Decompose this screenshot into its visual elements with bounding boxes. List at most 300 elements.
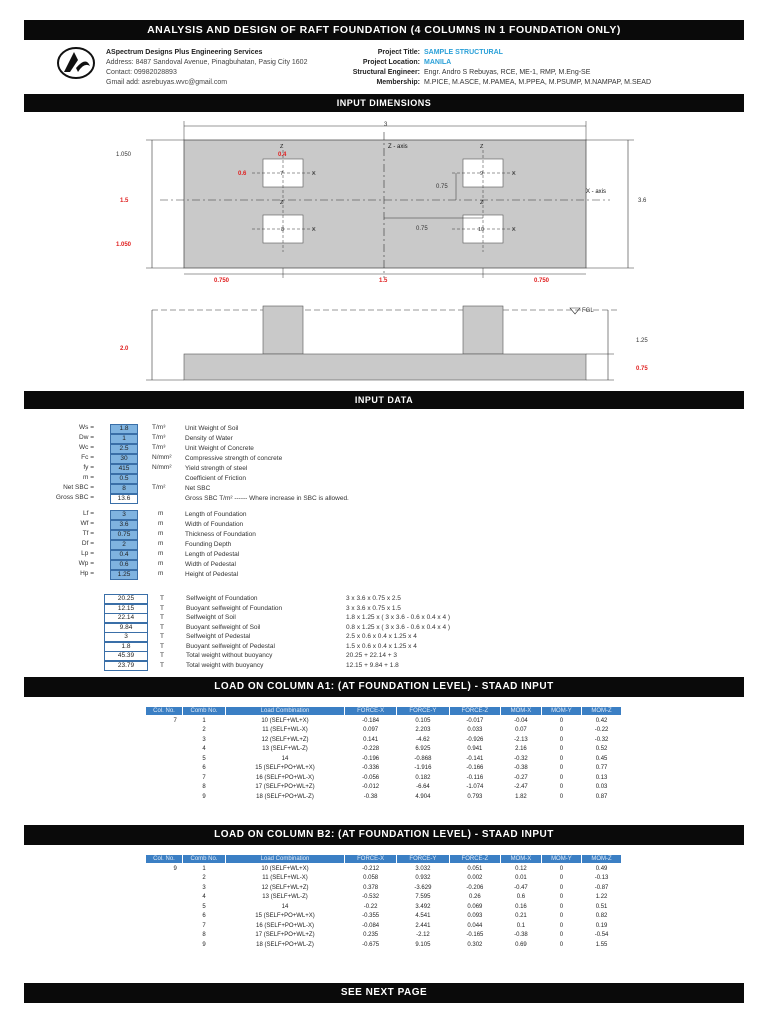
table-cell: 0.13 (595, 774, 608, 781)
table-cell: -3.629 (414, 884, 432, 891)
table-cell: -0.54 (594, 932, 609, 939)
table-row (146, 912, 622, 922)
plan-left-top: 1.050 (116, 152, 132, 158)
table-cell: 6 (202, 765, 206, 772)
bottom-left-dim: 0.750 (214, 278, 230, 284)
param-unit: m (158, 530, 164, 537)
weight-calc: 3 x 3.6 x 0.75 x 1.5 (346, 604, 401, 612)
table-cell: -0.22 (594, 727, 609, 734)
mom-z-header: MOM-Z (582, 855, 622, 864)
table-cell: -1.074 (466, 784, 484, 791)
param-value[interactable]: 2.5 (110, 444, 138, 454)
table-cell: 6.925 (415, 746, 431, 753)
page-title: ANALYSIS AND DESIGN OF RAFT FOUNDATION (4 COLUMNS IN 1 FOUNDATION ONLY) (24, 20, 744, 40)
table-cell: 3.032 (415, 865, 431, 872)
table-row (146, 726, 622, 736)
weight-unit: T (160, 633, 164, 640)
table-cell: 0 (559, 884, 564, 891)
z-axis-label: Z - axis (388, 144, 408, 150)
table-cell: 17 (SELF+PO+WL+Z) (255, 784, 315, 791)
table-row (146, 902, 622, 912)
table-cell (146, 883, 183, 893)
weight-calc: 12.15 + 9.84 + 1.8 (346, 661, 399, 669)
load-combination-header: Load Combination (226, 707, 345, 716)
table-cell: 6 (202, 913, 206, 920)
force-z-header: FORCE-Z (449, 855, 501, 864)
param-unit: T/m² (152, 484, 166, 491)
weight-value: 45.39 (104, 651, 148, 661)
table-cell: 0.051 (467, 865, 483, 872)
weight-value: 9.84 (104, 623, 148, 633)
membership-label: Membership: (376, 79, 420, 86)
weight-desc: Selfweight of Soil (186, 614, 236, 621)
table-row (146, 792, 622, 802)
table-row (146, 893, 622, 903)
table-cell: 0 (559, 894, 564, 901)
table-cell: -0.87 (594, 884, 609, 891)
table-cell: 0 (559, 875, 564, 882)
param-sym: Gross SBC = (55, 494, 94, 501)
table-cell: 9 (202, 941, 206, 948)
load-table-b2 (145, 854, 622, 950)
table-cell: -0.141 (466, 755, 484, 762)
column-8-label: 8 (281, 227, 285, 233)
table-cell: 0.6 (516, 894, 526, 901)
table-cell (146, 874, 183, 884)
table-cell: 0 (559, 765, 564, 772)
company-logo (56, 46, 96, 80)
table-cell: 2.203 (415, 727, 431, 734)
force-z-header: FORCE-Z (449, 707, 501, 716)
table-cell (146, 912, 183, 922)
param-desc: Density of Water (185, 435, 233, 442)
inner-horizontal-dim: 0.75 (416, 226, 428, 232)
table-cell: 0.097 (363, 727, 379, 734)
plan-right-height: 3.6 (638, 198, 647, 204)
param-unit: m (158, 520, 164, 527)
table-cell: 1.82 (515, 793, 527, 800)
table-cell: 3.492 (415, 903, 431, 910)
weight-desc: Selfweight of Foundation (186, 595, 258, 602)
param-desc: Founding Depth (185, 541, 232, 548)
table-cell: 7.595 (415, 894, 431, 901)
see-next-page-bar[interactable]: SEE NEXT PAGE (24, 983, 744, 1003)
weight-desc: Buoyant selfweight of Soil (186, 623, 261, 631)
section-input-dimensions: INPUT DIMENSIONS (24, 94, 744, 112)
table-cell: 12 (SELF+WL+Z) (261, 884, 309, 891)
table-header-row (146, 855, 622, 864)
weight-value: 23.79 (104, 661, 148, 671)
table-row (146, 921, 622, 931)
table-cell: 0.058 (363, 875, 379, 882)
param-desc: Thickness of Foundation (185, 531, 256, 538)
table-cell: 0 (559, 736, 564, 743)
table-cell: -0.675 (362, 941, 380, 948)
table-cell: 0.1 (516, 922, 526, 929)
param-value[interactable]: 1.25 (110, 570, 138, 580)
param-sym: Tf = (82, 530, 94, 537)
table-row (146, 864, 622, 874)
col-no-header: Col. No. (146, 855, 183, 864)
table-cell: -2.47 (514, 784, 528, 791)
weight-desc: Selfweight of Pedestal (186, 633, 251, 640)
table-cell (146, 745, 183, 755)
weight-unit: T (160, 652, 164, 659)
table-cell: -0.38 (514, 932, 528, 939)
table-cell: 0.044 (467, 922, 483, 929)
table-cell: 15 (SELF+PO+WL+X) (255, 765, 315, 772)
bottom-right-dim: 0.750 (534, 278, 550, 284)
table-cell: -0.184 (362, 717, 380, 724)
table-cell: -0.532 (362, 894, 380, 901)
param-sym: m = (82, 474, 94, 481)
table-cell: 9.105 (415, 941, 431, 948)
pedestal-height-dim: 1.25 (636, 338, 648, 344)
table-cell: -0.38 (514, 765, 528, 772)
table-cell: 0 (559, 793, 564, 800)
table-cell: -0.196 (362, 755, 380, 762)
table-cell: -0.017 (466, 717, 484, 724)
foundation-plan-drawing (100, 118, 660, 288)
table-cell: -0.012 (362, 784, 380, 791)
table-cell: 12 (SELF+WL+Z) (261, 736, 309, 743)
weight-calc: 3 x 3.6 x 0.75 x 2.5 (346, 595, 401, 602)
company-email: Gmail add: asrebuyas.wvc@gmail.com (106, 79, 228, 86)
table-row (146, 783, 622, 793)
column-length-dim: 0.4 (278, 152, 287, 158)
table-row (146, 931, 622, 941)
table-cell: 0.21 (515, 913, 527, 920)
table-cell: 0.26 (469, 894, 481, 901)
table-cell: 0.182 (415, 774, 431, 781)
param-value[interactable]: 2 (110, 540, 138, 550)
weight-calc: 1.5 x 0.6 x 0.4 x 1.25 x 4 (346, 642, 417, 650)
section-load-b2: LOAD ON COLUMN B2: (AT FOUNDATION LEVEL) - STAAD INPUT (24, 825, 744, 845)
table-cell: 0.378 (363, 884, 379, 891)
table-cell: 0 (559, 913, 564, 920)
table-cell: -0.166 (466, 765, 484, 772)
table-header-row (146, 707, 622, 716)
col-z-label-1: Z (280, 144, 284, 150)
table-cell: 0.77 (595, 765, 608, 772)
table-cell: 0.07 (515, 727, 527, 734)
table-cell: 0.82 (595, 913, 608, 920)
fgl-label: FGL (582, 308, 594, 314)
table-cell (146, 940, 183, 950)
table-cell: 9 (173, 865, 177, 872)
table-cell: 11 (SELF+WL-X) (262, 727, 308, 734)
weight-desc: Buoyant selfweight of Foundation (186, 604, 283, 612)
project-location-value: MANILA (424, 59, 452, 66)
table-cell: -0.47 (514, 884, 528, 891)
table-cell: 4.904 (415, 793, 431, 800)
table-cell: -4.62 (416, 736, 430, 743)
table-cell: 13 (SELF+WL-Z) (262, 894, 308, 901)
load-table-a1 (145, 706, 622, 802)
table-cell: 1 (202, 717, 206, 724)
param-value: 13.6 (110, 494, 138, 504)
table-cell: 2 (202, 727, 206, 734)
param-value[interactable]: 8 (110, 484, 138, 494)
company-address: Address: 8487 Sandoval Avenue, Pinagbuhatan, Pasig City 1602 (106, 59, 308, 66)
weight-value: 22.14 (104, 613, 148, 623)
table-cell: -0.32 (514, 755, 528, 762)
table-cell: 0.033 (467, 727, 483, 734)
mom-y-header: MOM-Y (541, 855, 581, 864)
param-desc: Gross SBC T/m² ------ Where increase in SBC is allowed. (185, 495, 349, 502)
table-cell: 0.51 (595, 903, 608, 910)
project-location-label: Project Location: (362, 59, 420, 66)
selfweight-calculations (100, 594, 520, 672)
param-sym: Wp = (78, 560, 94, 567)
table-cell: 0 (559, 727, 564, 734)
weight-unit: T (160, 604, 164, 612)
col-x-label-1: X (312, 171, 316, 177)
table-cell: 7 (202, 774, 206, 781)
param-sym: Fc = (81, 454, 94, 461)
table-cell: 0.87 (595, 793, 608, 800)
param-value[interactable]: 1 (110, 434, 138, 444)
table-cell (146, 764, 183, 774)
table-cell: -2.12 (416, 932, 430, 939)
table-cell: 7 (202, 922, 206, 929)
geometry-parameters (40, 510, 460, 580)
section-input-data: INPUT DATA (24, 391, 744, 409)
table-cell (146, 893, 183, 903)
param-unit: m (158, 570, 164, 577)
param-sym: Wf = (80, 520, 94, 527)
col-no-header: Col. No. (146, 707, 183, 716)
table-cell (146, 735, 183, 745)
membership-value: M.PICE, M.ASCE, M.PAMEA, M.PPEA, M.PSUMP, M.NAMPAP, M.SEAD (424, 79, 652, 86)
table-cell: 5 (202, 903, 206, 910)
col-x-label-4: X (512, 227, 516, 233)
weight-value: 3 (104, 632, 148, 642)
table-cell: 13 (SELF+WL-Z) (262, 746, 308, 753)
table-cell: -0.22 (363, 903, 378, 910)
table-cell: 11 (SELF+WL-X) (262, 875, 308, 882)
param-sym: Lp = (81, 550, 94, 557)
table-row (146, 754, 622, 764)
table-cell: 0.69 (515, 941, 527, 948)
param-sym: Lf = (82, 510, 94, 517)
table-cell: 10 (SELF+WL+X) (261, 717, 309, 724)
table-cell: -0.04 (514, 717, 528, 724)
plan-left-mid: 1.5 (120, 198, 129, 204)
table-row (146, 745, 622, 755)
param-sym: Wc = (79, 444, 94, 451)
table-cell: -1.916 (414, 765, 432, 772)
footing-thickness-dim: 0.75 (636, 366, 648, 372)
engineer-value: Engr. Andro S Rebuyas, RCE, ME-1, RMP, M.Eng-SE (424, 69, 591, 76)
table-cell (146, 726, 183, 736)
comb-no-header: Comb No. (183, 855, 226, 864)
table-row (146, 773, 622, 783)
table-row (146, 940, 622, 950)
table-cell: 4.541 (415, 913, 431, 920)
table-cell: 3 (202, 884, 206, 891)
weight-value: 1.8 (104, 642, 148, 652)
param-desc: Yield strength of steel (185, 465, 248, 472)
company-contact: Contact: 09982028893 (106, 69, 177, 76)
table-cell: 16 (SELF+PO+WL-X) (255, 774, 315, 781)
force-y-header: FORCE-Y (397, 855, 449, 864)
founding-depth-dim: 2.0 (120, 346, 129, 352)
plan-left-bot: 1.050 (116, 242, 132, 248)
table-cell: 0.16 (515, 903, 527, 910)
table-cell: -0.38 (363, 793, 378, 800)
table-cell: 0.002 (467, 875, 483, 882)
param-unit: m (158, 550, 164, 557)
table-cell: -0.212 (362, 865, 380, 872)
table-cell: 8 (202, 784, 206, 791)
table-cell: 0 (559, 755, 564, 762)
company-name: ASpectrum Designs Plus Engineering Services (106, 49, 263, 56)
column-7-label: 7 (280, 171, 284, 177)
param-desc: Width of Pedestal (185, 561, 236, 568)
column-width-dim: 0.6 (238, 171, 247, 177)
weight-calc: 2.5 x 0.6 x 0.4 x 1.25 x 4 (346, 633, 417, 640)
section-load-a1: LOAD ON COLUMN A1: (AT FOUNDATION LEVEL) - STAAD INPUT (24, 677, 744, 697)
table-cell: 0.302 (467, 941, 483, 948)
column-9-label: 9 (480, 171, 484, 177)
table-cell: 0.793 (467, 793, 483, 800)
param-sym: Net SBC = (63, 484, 94, 491)
table-cell: 14 (281, 903, 289, 910)
load-combination-header: Load Combination (226, 855, 345, 864)
table-cell: -2.13 (514, 736, 528, 743)
table-cell: 2 (202, 875, 206, 882)
col-x-label-3: X (312, 227, 316, 233)
param-unit: N/mm² (152, 454, 172, 461)
table-cell (146, 783, 183, 793)
table-cell: 17 (SELF+PO+WL+Z) (255, 932, 315, 939)
param-value[interactable]: 0.4 (110, 550, 138, 560)
comb-no-header: Comb No. (183, 707, 226, 716)
plan-top-width: 3 (384, 122, 388, 128)
table-cell: 14 (281, 755, 289, 762)
table-cell: 3 (202, 736, 206, 743)
table-cell: -0.13 (594, 875, 609, 882)
param-value[interactable]: 0.6 (110, 560, 138, 570)
mom-x-header: MOM-X (501, 707, 541, 716)
weight-value: 12.15 (104, 604, 148, 614)
table-cell: 0.235 (363, 932, 379, 939)
table-cell: 0.03 (595, 784, 608, 791)
param-value[interactable]: 0.5 (110, 474, 138, 484)
table-cell: -0.27 (514, 774, 528, 781)
table-cell: 0 (559, 903, 564, 910)
table-cell: 0.141 (363, 736, 379, 743)
col-x-label-2: X (512, 171, 516, 177)
table-cell: -0.32 (594, 736, 609, 743)
table-cell: 0.19 (595, 922, 608, 929)
table-cell: 0 (559, 746, 564, 753)
table-cell (146, 773, 183, 783)
param-unit: m (158, 510, 164, 517)
table-cell: 0 (559, 784, 564, 791)
param-sym: Dw = (79, 434, 94, 441)
table-cell: -0.355 (362, 913, 380, 920)
table-cell: 4 (202, 746, 206, 753)
table-cell: 8 (202, 932, 206, 939)
param-value[interactable]: 415 (110, 464, 138, 474)
project-title-value: SAMPLE STRUCTURAL (424, 49, 503, 56)
table-cell: 0 (559, 941, 564, 948)
param-desc: Net SBC (185, 485, 211, 492)
table-cell: 0 (559, 932, 564, 939)
col-z-label-4: Z (480, 200, 484, 206)
inner-vertical-dim: 0.75 (436, 184, 448, 190)
weight-unit: T (160, 642, 164, 650)
column-10-label: 10 (478, 227, 485, 233)
mom-x-header: MOM-X (501, 855, 541, 864)
table-cell: 2.16 (515, 746, 527, 753)
table-cell: 0 (559, 774, 564, 781)
param-unit: T/m³ (152, 434, 166, 441)
weight-unit: T (160, 595, 164, 602)
table-cell: 2.441 (415, 922, 431, 929)
param-unit: m (158, 540, 164, 547)
table-cell: 4 (202, 894, 206, 901)
table-cell: 0.01 (515, 875, 527, 882)
table-cell: -0.116 (466, 774, 484, 781)
table-cell: -0.926 (466, 736, 484, 743)
param-desc: Height of Pedestal (185, 571, 239, 578)
mom-y-header: MOM-Y (541, 707, 581, 716)
table-cell: 1.55 (595, 941, 608, 948)
table-cell: 9 (202, 793, 206, 800)
table-cell: -0.868 (414, 755, 432, 762)
weight-calc: 20.25 + 22.14 + 3 (346, 652, 397, 659)
param-unit: m (158, 560, 164, 567)
engineer-label: Structural Engineer: (352, 69, 420, 76)
weight-unit: T (160, 623, 164, 631)
table-cell: -0.206 (466, 884, 484, 891)
table-cell: 0.093 (467, 913, 483, 920)
param-desc: Unit Weight of Soil (185, 425, 239, 432)
param-value[interactable]: 1.8 (110, 424, 138, 434)
table-cell: 7 (173, 717, 177, 724)
table-cell: -0.056 (362, 774, 380, 781)
table-cell: 18 (SELF+PO+WL-Z) (256, 941, 314, 948)
param-unit: T/m³ (152, 444, 166, 451)
bottom-mid-dim: 1.5 (379, 278, 388, 284)
table-cell: 5 (202, 755, 206, 762)
param-sym: Df = (81, 540, 94, 547)
param-sym: Ws = (79, 424, 94, 431)
param-value[interactable]: 3 (110, 510, 138, 520)
table-cell: 1.22 (595, 894, 608, 901)
table-cell: 0.49 (595, 865, 608, 872)
param-unit: T/m³ (152, 424, 166, 431)
table-row (146, 764, 622, 774)
weight-unit: T (160, 614, 164, 621)
param-desc: Length of Foundation (185, 511, 247, 518)
table-cell: 0 (559, 865, 564, 872)
table-row (146, 716, 622, 726)
param-value[interactable]: 30 (110, 454, 138, 464)
table-cell: 0 (559, 922, 564, 929)
param-desc: Length of Pedestal (185, 551, 240, 558)
weight-desc: Total weight without buoyancy (186, 652, 273, 659)
table-cell: -0.336 (362, 765, 380, 772)
param-value[interactable]: 0.75 (110, 530, 138, 540)
param-desc: Compressive strength of concrete (185, 455, 283, 462)
param-desc: Coefficient of Friction (185, 475, 246, 482)
table-cell: 0.105 (415, 717, 431, 724)
param-value[interactable]: 3.6 (110, 520, 138, 530)
